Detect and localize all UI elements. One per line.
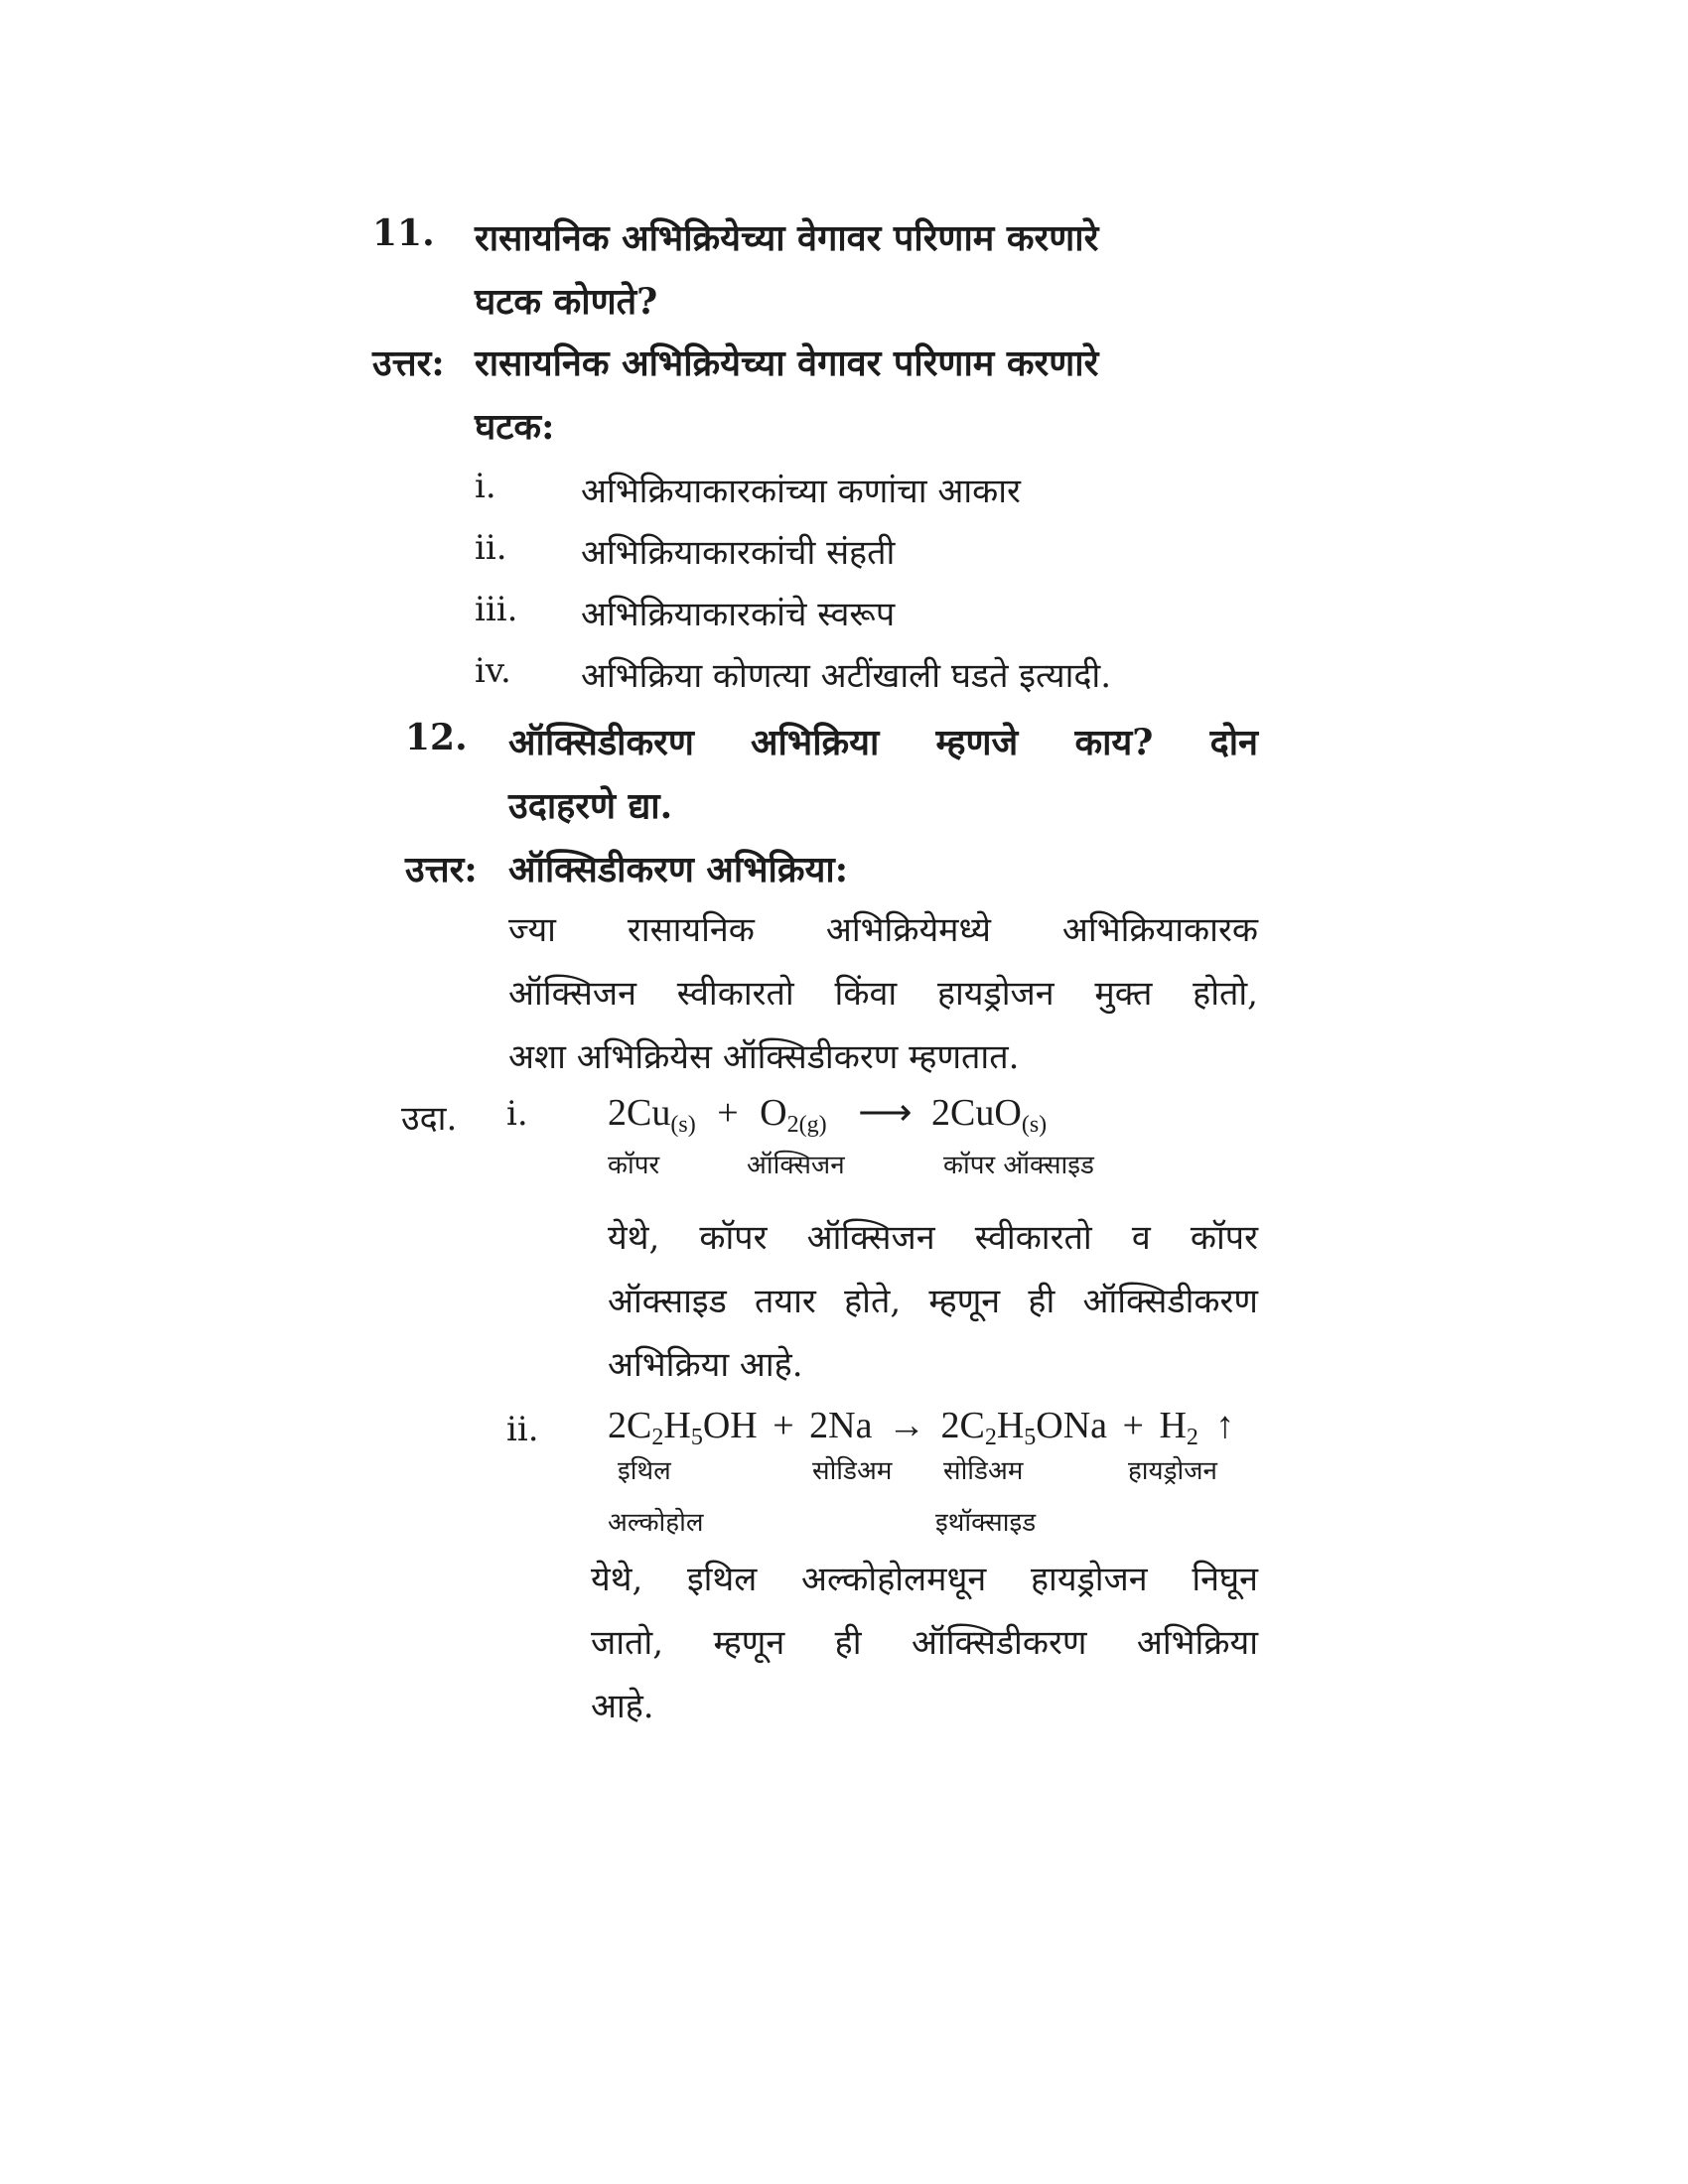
q12-question-line2: उदाहरणे द्या. [508,785,673,827]
q12-answer-heading: ऑक्सिडीकरण अभिक्रिया: [508,849,849,890]
example-marker: ii. [506,1410,539,1449]
eq-term: 2C [940,1405,985,1446]
eq-label: इथॉक्साइड [935,1508,1037,1538]
example-explanation-line: येथे, कॉपर ऑक्सिजन स्वीकारतो व कॉपर [608,1218,1258,1258]
q11-question-line1: रासायनिक अभिक्रियेच्या वेगावर परिणाम करणारे [475,217,1099,259]
eq-label: हायड्रोजन [1128,1456,1217,1486]
example-marker: i. [506,1094,528,1134]
eq-label: ऑक्सिजन [747,1151,845,1180]
q11-item-text: अभिक्रियाकारकांची संहती [581,533,896,573]
example-label: उदा. [401,1099,458,1139]
eq-term: 2C [608,1405,652,1446]
gas-evolved-arrow: ↑ [1215,1405,1235,1446]
q11-question-line2: घटक कोणते? [475,281,658,323]
eq-label: अल्कोहोल [608,1508,704,1538]
eq-state: (s) [670,1112,696,1138]
eq-term: H [1159,1405,1187,1446]
eq-sub: 5 [690,1425,703,1450]
eq-term: ONa [1036,1405,1108,1446]
q11-item-marker: iv. [475,651,511,691]
q11-answer-line1: रासायनिक अभिक्रियेच्या वेगावर परिणाम करणारे [475,342,1099,384]
q12-question-line1: ऑक्सिडीकरण अभिक्रिया म्हणजे काय? दोन [508,722,1258,763]
eq-sub: 2 [1186,1425,1198,1450]
q12-definition-line: अशा अभिक्रियेस ऑक्सिडीकरण म्हणतात. [508,1037,1020,1077]
eq-state: (s) [1021,1112,1048,1138]
eq-arrow: → [887,1405,925,1446]
eq-term: 2Cu [608,1092,671,1134]
q11-item-text: अभिक्रिया कोणत्या अटींखाली घडते इत्यादी. [581,656,1112,696]
example-explanation-line: येथे, इथिल अल्कोहोलमधून हायड्रोजन निघून [591,1560,1258,1599]
example-explanation-line: अभिक्रिया आहे. [608,1345,803,1385]
eq-label: कॉपर [608,1151,660,1180]
equation-copper-oxidation [608,1090,1048,1138]
eq-label: सोडिअम [812,1456,893,1486]
eq-plus: + [717,1092,739,1134]
q11-item-text: अभिक्रियाकारकांचे स्वरूप [581,595,896,634]
eq-sub: 2 [984,1425,997,1450]
q11-answer-line2: घटक: [475,406,555,448]
q12-number: 12. [405,717,468,758]
eq-label: कॉपर ऑक्साइड [943,1151,1094,1180]
eq-label: सोडिअम [943,1456,1024,1486]
eq-term: O [760,1092,787,1134]
eq-term: H [996,1405,1025,1446]
eq-sub: 2 [651,1425,664,1450]
eq-plus: + [773,1405,794,1446]
example-explanation-line: ऑक्साइड तयार होते, म्हणून ही ऑक्सिडीकरण [608,1282,1258,1321]
eq-plus: + [1122,1405,1144,1446]
q12-answer-label: उत्तर: [405,849,478,890]
q11-item-marker: iii. [475,590,518,629]
q12-definition-line: ज्या रासायनिक अभिक्रियेमध्ये अभिक्रियाकारक [508,910,1258,950]
q11-item-marker: i. [475,467,496,506]
eq-term: 2Na [809,1405,873,1446]
eq-arrow: ⟶ [858,1092,913,1134]
example-explanation-line: आहे. [591,1687,654,1726]
eq-term: OH [702,1405,758,1446]
q11-answer-label: उत्तर: [372,342,445,384]
q11-item-marker: ii. [475,528,507,568]
example-explanation-line: जातो, म्हणून ही ऑक्सिडीकरण अभिक्रिया [591,1623,1258,1663]
eq-sub: 5 [1024,1425,1037,1450]
q11-number: 11. [372,212,435,254]
eq-term: H [663,1405,691,1446]
equation-ethanol-sodium [608,1404,1235,1450]
eq-label: इथिल [618,1456,671,1486]
q12-definition-line: ऑक्सिजन स्वीकारतो किंवा हायड्रोजन मुक्त होतो, [508,974,1258,1014]
eq-state: 2(g) [786,1112,827,1138]
eq-term: 2CuO [931,1092,1022,1134]
q11-item-text: अभिक्रियाकारकांच्या कणांचा आकार [581,472,1021,511]
